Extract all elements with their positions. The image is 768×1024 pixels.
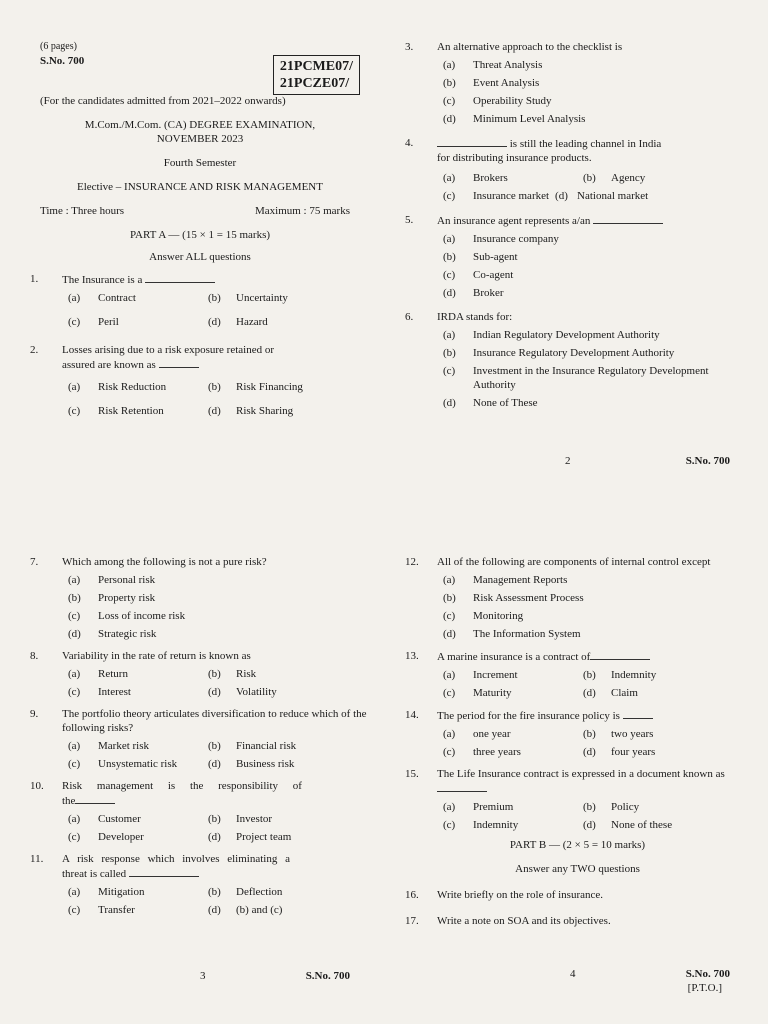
semester: Fourth Semester <box>163 157 237 169</box>
part-b-heading: PART B — (2 × 5 = 10 marks) <box>509 839 646 851</box>
question-15: 15. The Life Insurance contract is expressed in a document known as <box>405 767 750 796</box>
option-b: Agency <box>611 172 646 184</box>
option-c: Investment in the Insurance Regulatory Development Authority <box>473 365 709 391</box>
question-5: 5. An insurance agent represents a/an <box>405 213 750 228</box>
page-count: (6 pages) <box>40 41 77 52</box>
option-a: one year <box>473 728 511 740</box>
option-b: Property risk <box>98 592 156 604</box>
question-2: 2. Losses arising due to a risk exposure retained or assured are known as <box>30 344 274 371</box>
option-a: Mitigation <box>98 886 145 898</box>
question-14: 14. The period for the fire insurance policy is <box>405 708 750 723</box>
option-d: Claim <box>611 687 638 699</box>
serial-number: S.No. 700 <box>305 970 350 982</box>
option-c: Co-agent <box>473 269 514 281</box>
part-a-heading: PART A — (15 × 1 = 15 marks) <box>129 229 271 241</box>
option-c: Maturity <box>473 687 512 699</box>
serial-number: S.No. 700 <box>40 55 85 67</box>
option-d: Project team <box>236 831 292 843</box>
option-a: Customer <box>98 813 141 825</box>
option-a: Increment <box>473 669 518 681</box>
option-a: Indian Regulatory Development Authority <box>473 329 660 341</box>
paper-code: 21PCME07/ 21PCZE07/ <box>273 55 360 95</box>
max-marks: Maximum : 75 marks <box>254 205 350 217</box>
option-c: three years <box>473 746 521 758</box>
question-16: 16. Write briefly on the role of insurance. <box>405 889 604 901</box>
option-c: Insurance market <box>473 190 550 202</box>
candidates-note: (For the candidates admitted from 2021–2022 onwards) <box>40 95 286 107</box>
option-b: Indemnity <box>611 669 657 681</box>
part-b-instruction: Answer any TWO questions <box>515 863 640 875</box>
page-3: 7. Which among the following is not a pure risk? (a) Personal risk (b) Property risk (c) Loss of income risk (d) Strategic risk 8. Variability in the rate of return is known as (a) Return (b) Risk (c) Interest (d) Volatility 9. The portfolio theory articulates diversification to reduce which of the following risks? (a) Market risk (b) Financial risk (c) Unsystematic risk (d) Business risk 10. Risk management is the responsibility of the (a) Customer (b) Investor (c) Developer (d) Project team 11. A risk response which involves eliminating a threat is called (a) Mitigation (b) Deflection (c) Transfer (d) (b) and (c) 3 S.No. 700 <box>30 555 370 985</box>
option-b: Risk Financing <box>236 381 303 393</box>
option-d: The Information System <box>473 628 581 640</box>
option-c: Interest <box>98 686 131 698</box>
question-13: 13. A marine insurance is a contract of <box>405 649 750 664</box>
time-limit: Time : Three hours <box>40 205 125 217</box>
question-8: 8. Variability in the rate of return is known as <box>30 650 251 662</box>
serial-number: S.No. 700 <box>685 455 730 467</box>
option-b: Deflection <box>236 886 283 898</box>
option-b: two years <box>611 728 654 740</box>
option-b: Policy <box>611 801 640 813</box>
option-a: Return <box>98 668 128 680</box>
option-d: None of These <box>473 397 538 409</box>
page-2: 3. An alternative approach to the checklist is (a) Threat Analysis (b) Event Analysis (c) Operability Study (d) Minimum Level Analysis 4. is still the leading channel in India for distributing insurance products. (a) Brokers (b) Agency (c) Insurance market (d) National market 5. An insurance agent represents a/an (a) Insurance company (b) Sub-agent (c) Co-agent (d) Broker 6. IRDA stands for: (a) Indian Regulatory Development Authority (b) Insurance Regulatory Development Authority (c) Investment in the Insurance Regulatory Development Authority (d) None of These 2 S.No. 700 <box>405 40 750 470</box>
option-a: Premium <box>473 801 514 813</box>
question-7: 7. Which among the following is not a pure risk? <box>30 556 267 568</box>
option-d: Business risk <box>236 758 295 770</box>
option-c: Indemnity <box>473 819 519 831</box>
option-d: (b) and (c) <box>236 904 283 916</box>
option-c: Unsystematic risk <box>98 758 178 770</box>
question-10: 10. Risk management is the responsibility of the <box>30 780 302 807</box>
degree-title: M.Com./M.Com. (CA) DEGREE EXAMINATION, <box>84 119 316 131</box>
serial-number: S.No. 700 <box>685 968 730 980</box>
option-c: Risk Retention <box>98 405 164 417</box>
page-footer <box>405 967 750 995</box>
page-footer <box>30 969 370 985</box>
question-11: 11. A risk response which involves eliminating a threat is called <box>30 853 290 880</box>
question-17: 17. Write a note on SOA and its objectives. <box>405 915 611 927</box>
option-b: Insurance Regulatory Development Authority <box>473 347 675 359</box>
option-a: Management Reports <box>473 574 568 586</box>
exam-month: NOVEMBER 2023 <box>156 133 244 145</box>
option-b: Uncertainty <box>236 292 288 304</box>
option-d: National market <box>577 190 649 202</box>
option-a: Personal risk <box>98 574 156 586</box>
page-4: 12. All of the following are components of internal control except (a) Management Reports (b) Risk Assessment Process (c) Monitoring (d) The Information System 13. A marine insurance is a contract of (a) Increment (b) Indemnity (c) Maturity (d) Claim 14. The period for the fire insurance policy is (a) one year (b) two years (c) three years (d) four years 15. The Life Insurance contract is expressed in a document known as (a) Premium (b) Policy (c) Indemnity (d) None of these PART B — (2 × 5 = 10 marks) Answer any TWO questions 16. Write briefly on the role of insurance. 17. Write a note on SOA and its objectives. 4 S.No. 700 [P.T.O.] <box>405 555 750 995</box>
question-6: 6. IRDA stands for: <box>405 311 513 323</box>
question-1: 1. The Insurance is a <box>30 272 370 287</box>
question-12: 12. All of the following are components of internal control except <box>405 556 711 568</box>
option-c: Operability Study <box>473 95 552 107</box>
please-turn-over: [P.T.O.] <box>687 982 722 994</box>
page-footer <box>405 454 750 470</box>
option-d: four years <box>611 746 656 758</box>
question-4: 4. is still the leading channel in India for distributing insurance products. <box>405 137 662 164</box>
option-d: Minimum Level Analysis <box>473 113 586 125</box>
option-a: Threat Analysis <box>473 59 543 71</box>
option-d: None of these <box>611 819 673 831</box>
question-3: 3. An alternative approach to the checklist is <box>405 41 623 53</box>
option-a: Insurance company <box>473 233 559 245</box>
option-b: Financial risk <box>236 740 297 752</box>
option-a: Brokers <box>473 172 508 184</box>
page-number: 4 <box>570 968 576 980</box>
option-d: Strategic risk <box>98 628 157 640</box>
option-d: Volatility <box>236 686 277 698</box>
option-c: Peril <box>98 316 119 328</box>
subject-title: Elective – INSURANCE AND RISK MANAGEMENT <box>77 181 323 193</box>
option-c: Developer <box>98 831 144 843</box>
page-1: (6 pages) S.No. 700 21PCME07/ 21PCZE07/ (For the candidates admitted from 2021–2022 onwards) M.Com./M.Com. (CA) DEGREE EXAMINATION, NOVEMBER 2023 Fourth Semester Elective – INSURANCE AND RISK MANAGEMENT Time : Three hours Maximum : 75 marks PART A — (15 × 1 = 15 marks) Answer ALL questions 1. The Insurance is a (a) Contract (b) Uncertainty (c) Peril (d) Hazard 2. Losses arising due to a risk exposure retained or assured are known as (a) Risk Reduction (b) Risk Financing (c) Risk Retention (d) Risk Sharing <box>30 40 370 465</box>
option-b: Sub-agent <box>473 251 518 263</box>
option-d: Hazard <box>236 316 268 328</box>
option-b: Investor <box>236 813 273 825</box>
question-9: 9. The portfolio theory articulates diversification to reduce which of the following risks? <box>30 708 367 734</box>
page-number: 2 <box>565 455 571 467</box>
option-b: Risk Assessment Process <box>473 592 584 604</box>
page-number: 3 <box>200 970 206 982</box>
option-d: Broker <box>473 287 504 299</box>
option-d: Risk Sharing <box>236 405 294 417</box>
option-c: Transfer <box>98 904 135 916</box>
part-a-instruction: Answer ALL questions <box>149 251 251 263</box>
option-c: Loss of income risk <box>98 610 186 622</box>
option-a: Contract <box>98 292 136 304</box>
option-a: Market risk <box>98 740 150 752</box>
option-b: Risk <box>236 668 257 680</box>
option-b: Event Analysis <box>473 77 540 89</box>
option-c: Monitoring <box>473 610 524 622</box>
option-a: Risk Reduction <box>98 381 167 393</box>
